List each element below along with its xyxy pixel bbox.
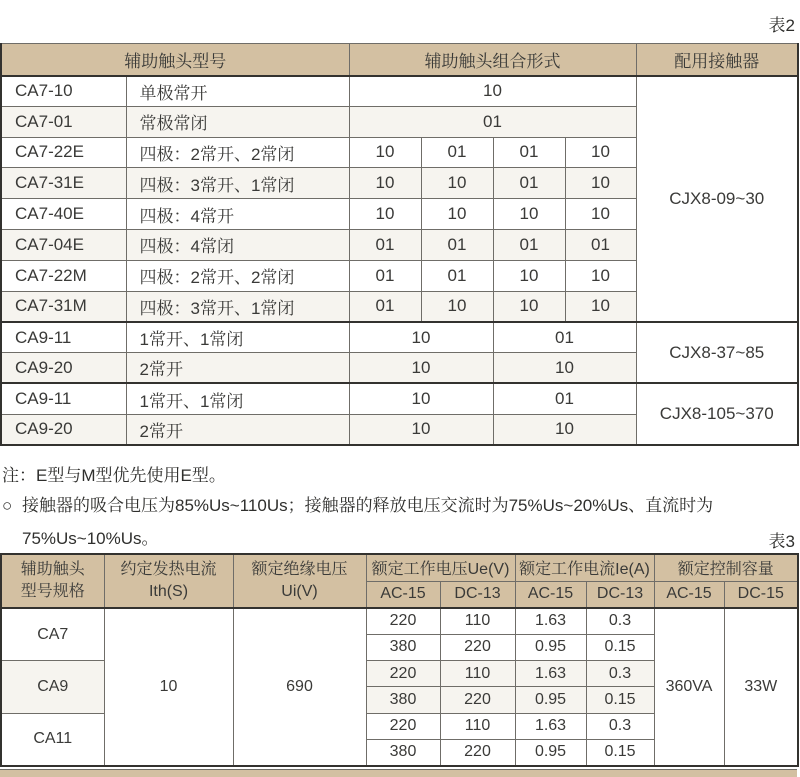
value-cell: 110 (440, 713, 515, 739)
desc-cell: 单极常开 (126, 76, 349, 107)
header-ith-line2: Ith(S) (148, 583, 189, 600)
model-cell: CA9-11 (1, 322, 126, 353)
header-contactor: 配用接触器 (636, 44, 798, 76)
cap-dc-cell: 33W (724, 608, 798, 766)
combo-cell: 10 (565, 260, 636, 291)
next-table-cropped-header (0, 769, 797, 777)
contactor-cell: CJX8-09~30 (636, 76, 798, 322)
header-ui-line1: 额定绝缘电压 (251, 561, 348, 578)
circle-bullet-icon: ○ (2, 496, 13, 515)
note-voltage (2, 489, 782, 555)
model-cell: CA9-20 (1, 414, 126, 445)
desc-cell: 四极：2常开、2常闭 (126, 260, 349, 291)
model-cell: CA7-22E (1, 137, 126, 168)
combo-cell: 10 (349, 414, 493, 445)
table-row (1, 322, 798, 353)
contactor-cell: CJX8-37~85 (636, 322, 798, 384)
header-ui-line2: Ui(V) (281, 583, 318, 600)
aux-contact-model-table (0, 43, 799, 446)
table2-caption: 表2 (768, 16, 795, 35)
combo-cell: 10 (349, 137, 421, 168)
combo-cell: 10 (349, 322, 493, 353)
subheader-dc13: DC-13 (586, 581, 654, 608)
contactor-cell: CJX8-105~370 (636, 383, 798, 445)
value-cell: 0.15 (586, 634, 654, 660)
combo-cell: 10 (493, 353, 636, 384)
value-cell: 0.15 (586, 739, 654, 765)
table-row (1, 76, 798, 107)
model-cell: CA7-31M (1, 291, 126, 322)
model-cell: CA9-20 (1, 353, 126, 384)
combo-cell: 01 (421, 137, 493, 168)
combo-cell: 10 (493, 414, 636, 445)
desc-cell: 四极：4常闭 (126, 229, 349, 260)
header-ith (104, 554, 233, 608)
ui-value-cell: 690 (233, 608, 366, 766)
combo-cell: 10 (421, 199, 493, 230)
table-header-row (1, 44, 798, 76)
spec-cell: CA9 (1, 661, 104, 714)
header-cap-group: 额定控制容量 (654, 554, 798, 581)
subheader-dc15: DC-15 (724, 581, 798, 608)
value-cell: 0.95 (515, 634, 586, 660)
header-combination: 辅助触头组合形式 (349, 44, 636, 76)
subheader-ac15: AC-15 (366, 581, 440, 608)
subheader-ac15: AC-15 (515, 581, 586, 608)
combo-cell: 10 (349, 199, 421, 230)
value-cell: 1.63 (515, 661, 586, 687)
combo-cell: 10 (493, 291, 565, 322)
value-cell: 0.3 (586, 661, 654, 687)
table-header-row (1, 554, 798, 581)
header-spec (1, 554, 104, 608)
header-spec-line1: 辅助触头 (20, 561, 85, 578)
combo-cell: 01 (493, 229, 565, 260)
ith-value-cell: 10 (104, 608, 233, 766)
combo-cell: 10 (565, 168, 636, 199)
combo-cell: 10 (349, 353, 493, 384)
combo-cell: 01 (493, 383, 636, 414)
combo-cell: 01 (349, 291, 421, 322)
subheader-dc13: DC-13 (440, 581, 515, 608)
combo-cell: 01 (421, 229, 493, 260)
header-ui (233, 554, 366, 608)
header-spec-line2: 型号规格 (20, 583, 85, 600)
header-model: 辅助触头型号 (1, 44, 349, 76)
header-ie-group: 额定工作电流Ie(A) (515, 554, 654, 581)
combo-cell: 01 (493, 168, 565, 199)
header-ith-line1: 约定发热电流 (120, 561, 217, 578)
combo-cell: 10 (565, 199, 636, 230)
combo-cell: 10 (565, 137, 636, 168)
cap-ac-cell: 360VA (654, 608, 724, 766)
value-cell: 380 (366, 687, 440, 713)
value-cell: 0.95 (515, 687, 586, 713)
combo-cell: 10 (493, 260, 565, 291)
value-cell: 110 (440, 661, 515, 687)
value-cell: 0.15 (586, 687, 654, 713)
model-cell: CA7-31E (1, 168, 126, 199)
combo-cell: 10 (565, 291, 636, 322)
desc-cell: 四极：3常开、1常闭 (126, 291, 349, 322)
combo-cell: 01 (565, 229, 636, 260)
table-row (1, 608, 798, 634)
value-cell: 220 (440, 687, 515, 713)
combo-cell: 01 (493, 137, 565, 168)
header-ue-group: 额定工作电压Ue(V) (366, 554, 515, 581)
combo-cell: 10 (421, 291, 493, 322)
table-row (1, 383, 798, 414)
value-cell: 380 (366, 739, 440, 765)
note-voltage-line1: 接触器的吸合电压为85%Us~110Us；接触器的释放电压交流时为75%Us~20%Us、直流时为 (22, 496, 714, 515)
model-cell: CA7-22M (1, 260, 126, 291)
desc-cell: 四极：2常开、2常闭 (126, 137, 349, 168)
desc-cell: 1常开、1常闭 (126, 322, 349, 353)
combo-cell: 01 (421, 260, 493, 291)
subheader-ac15: AC-15 (654, 581, 724, 608)
model-cell: CA7-04E (1, 229, 126, 260)
combo-cell: 10 (493, 199, 565, 230)
combo-cell: 01 (493, 322, 636, 353)
combo-cell: 10 (349, 76, 636, 107)
value-cell: 1.63 (515, 713, 586, 739)
value-cell: 380 (366, 634, 440, 660)
desc-cell: 1常开、1常闭 (126, 383, 349, 414)
spec-cell: CA11 (1, 713, 104, 766)
desc-cell: 四极：4常开 (126, 199, 349, 230)
combo-cell: 01 (349, 229, 421, 260)
combo-cell: 10 (349, 168, 421, 199)
desc-cell: 四极：3常开、1常闭 (126, 168, 349, 199)
desc-cell: 常极常闭 (126, 106, 349, 137)
model-cell: CA7-40E (1, 199, 126, 230)
value-cell: 110 (440, 608, 515, 634)
value-cell: 220 (440, 634, 515, 660)
spec-cell: CA7 (1, 608, 104, 661)
ratings-table (0, 553, 799, 767)
value-cell: 0.3 (586, 608, 654, 634)
model-cell: CA9-11 (1, 383, 126, 414)
model-cell: CA7-01 (1, 106, 126, 137)
desc-cell: 2常开 (126, 353, 349, 384)
desc-cell: 2常开 (126, 414, 349, 445)
value-cell: 220 (366, 661, 440, 687)
value-cell: 1.63 (515, 608, 586, 634)
value-cell: 0.95 (515, 739, 586, 765)
value-cell: 220 (440, 739, 515, 765)
combo-cell: 10 (421, 168, 493, 199)
value-cell: 220 (366, 608, 440, 634)
combo-cell: 01 (349, 106, 636, 137)
value-cell: 220 (366, 713, 440, 739)
note-e-m-type: 注：E型与M型优先使用E型。 (2, 466, 226, 485)
combo-cell: 01 (349, 260, 421, 291)
note-voltage-line2: 75%Us~10%Us。 (22, 529, 159, 548)
value-cell: 0.3 (586, 713, 654, 739)
combo-cell: 10 (349, 383, 493, 414)
model-cell: CA7-10 (1, 76, 126, 107)
table3-caption: 表3 (768, 532, 795, 551)
